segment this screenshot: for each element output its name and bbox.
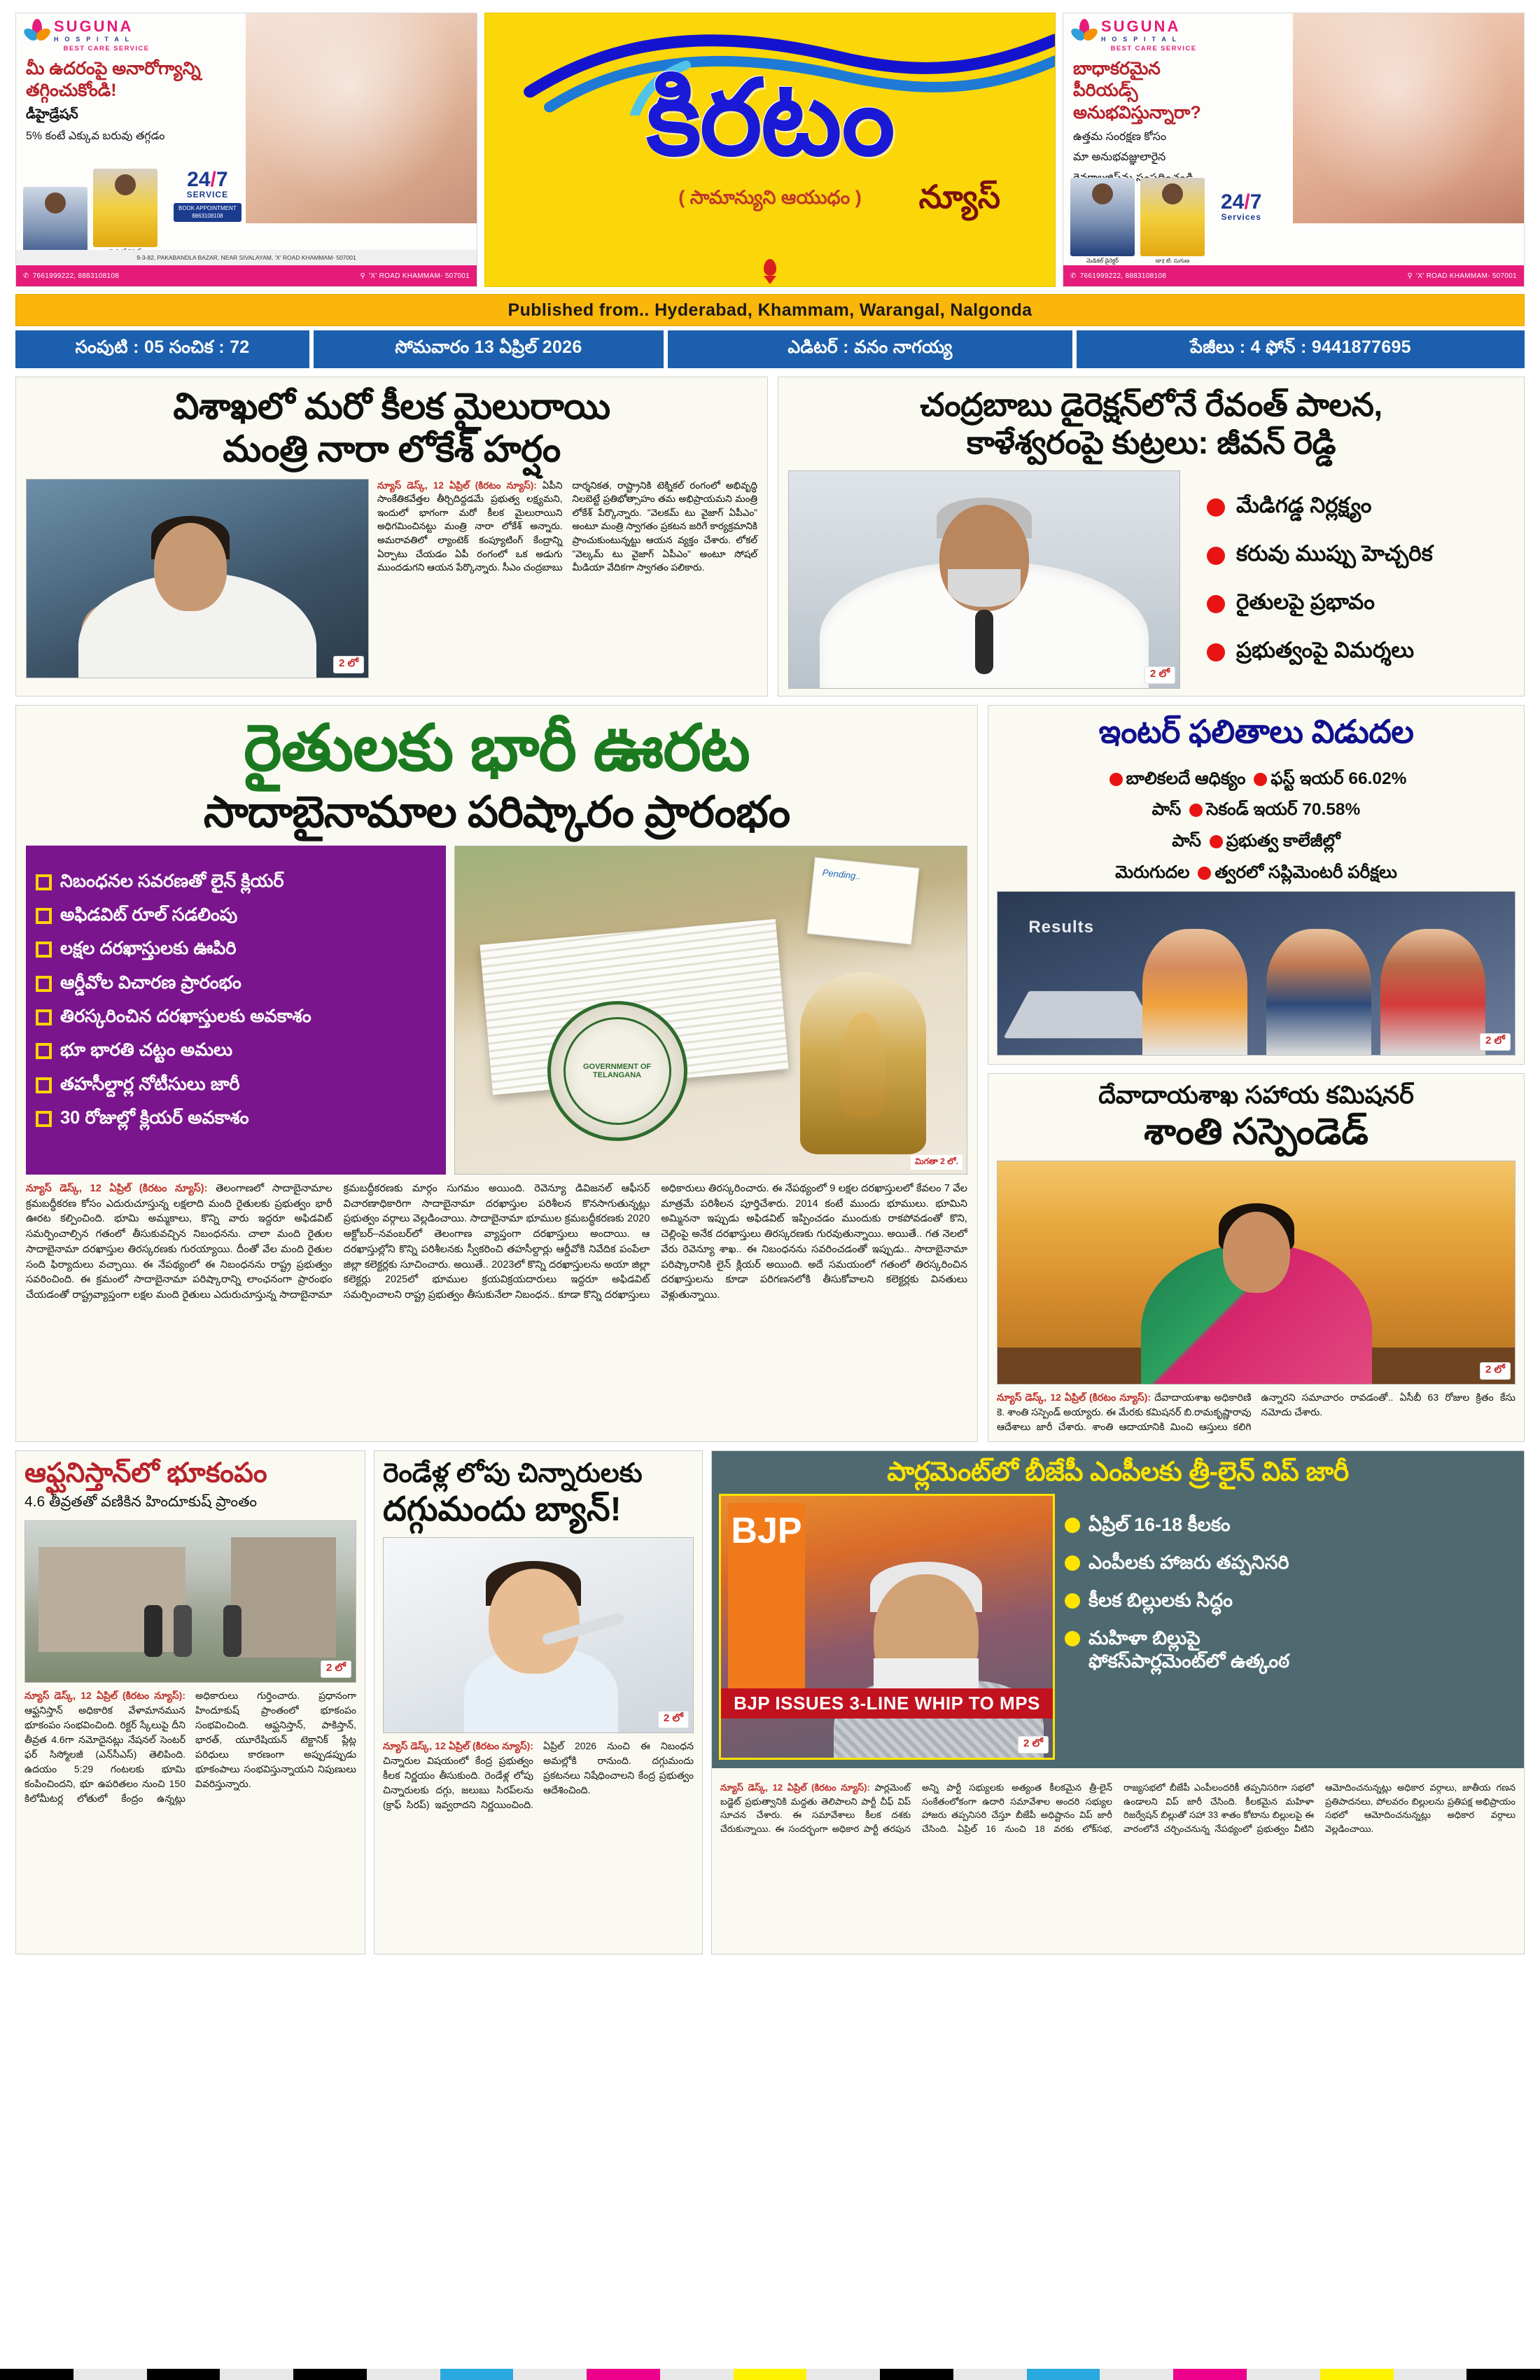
- ad-right-badge-slash: /: [1244, 190, 1250, 214]
- ad-left-photo: [246, 13, 477, 223]
- bullet-dot-icon: [1207, 547, 1225, 565]
- bullet-dot-icon: [1065, 1593, 1080, 1609]
- whip-body: పార్లమెంట్ బడ్జెట్ ప్రభుత్వానికి మద్దతు తెలిపాలని పార్టీ చీఫ్ విప్ సూచన చేశారు. ఈ సమావేశాలు కీలక దశకు చేరుకున్నాయి. ఈ సందర్భంగా అధికార పార్టీ తరపున అన్ని పార్టీ సభ్యులకు అత్యంత కీలకమైన త్రీ-లైన్ సంకేతంలోకంగా ఉదారి సమావేశాల అందరి సభ్యుల హాజరు తప్పనిసరి చేస్తూ బీజేపీ అధిష్టానం విప్ జారీ చేసింది. ఏప్రిల్ 16 నుంచి 18 వరకు లోక్‌సభ, రాజ్యసభలో బీజేపీ ఎంపీలందరికీ తప్పనిసరిగా సభలో ఉండాలని విప్ జారీ చేసింది. కీలకమైన మహిళా రిజర్వేషన్ బిల్లుతో సహా 33 శాతం కోటాను బిల్లులపై ఈ వారంలోనే చర్చించనున్న నేపథ్యంలో ప్రభుత్వం వీటిని ఆమోదించనున్నట్లు అధికార వర్గాలు, జాతీయ గణన ప్రతిపాదనలు, పోలవరం బిల్లులను ప్రతిపక్ష అభిప్రాయం సభలో ఆమోదించనున్నట్లు అధికార వర్గాలు వెల్లడించాయి.: [720, 1782, 1516, 1834]
- bhu-bharathi-emblem-icon: [800, 972, 926, 1154]
- devadaya-photo-tag: 2 లో: [1480, 1362, 1511, 1380]
- masthead-news-word: న్యూస్: [918, 178, 1000, 215]
- results-label: Results: [1028, 918, 1095, 937]
- bullet-dot-icon: [1110, 773, 1123, 786]
- ad-right-badge-label: Services: [1221, 212, 1261, 222]
- ad-right-line4: ఉత్తమ సంరక్షణ కోసం: [1073, 130, 1167, 143]
- suguna-logo-left: [26, 19, 187, 52]
- story-jeevan-photo: [788, 470, 1180, 689]
- pending-note: [807, 858, 920, 945]
- feature-bullet-label: తహసీల్దార్ల నోటీసులు జారీ: [60, 1074, 240, 1094]
- feature-bullet-label: భూ భారతి చట్టం అమలు: [60, 1040, 233, 1060]
- ad-right-loc: 'X' ROAD KHAMMAM- 507001: [1416, 272, 1517, 280]
- whip-photo: [719, 1494, 1055, 1760]
- ad-left-line4: 5% కంటే ఎక్కువ బరువు తగ్గడం: [26, 130, 165, 143]
- inter-photo-tag: 2 లో: [1480, 1033, 1511, 1051]
- ad-right-brand-sub: H O S P I T A L: [1101, 36, 1179, 43]
- location-pin-icon-right: ⚲: [1407, 272, 1413, 280]
- feature-bullet: [36, 973, 436, 993]
- ad-left-address: 9-3-82, PAKABANDLA BAZAR, NEAR SIVALAYAM, 'X' ROAD KHAMMAM- 507001: [16, 250, 477, 265]
- whip-body-text: [712, 1775, 1524, 1835]
- color-swatch: [220, 2369, 293, 2380]
- inter-line3-b: ప్రభుత్వ కాలేజీల్లో: [1226, 832, 1340, 851]
- ad-left-brand-sub: H O S P I T A L: [54, 36, 132, 43]
- ad-left-contact-bar: [16, 265, 477, 286]
- bjp-flag-icon: [728, 1503, 805, 1713]
- bullet-dot-icon: [1065, 1518, 1080, 1533]
- story-devadaya[interactable]: [988, 1073, 1525, 1442]
- whip-bullet: [1065, 1627, 1517, 1674]
- ad-right-brand: SUGUNA: [1101, 18, 1181, 35]
- whip-headline-bar: [712, 1451, 1524, 1494]
- cough-dateline: న్యూస్ డెస్క్, 12 ఏప్రిల్ (కిరటం న్యూస్):: [383, 1740, 533, 1751]
- bjp-flag-letters: BJP: [731, 1511, 802, 1552]
- quake-dateline: న్యూస్ డెస్క్, 12 ఏప్రిల్ (కిరటం న్యూస్):: [24, 1690, 186, 1702]
- seal-text: GOVERNMENT OF TELANGANA: [582, 1063, 652, 1080]
- bullet-dot-icon: [1198, 867, 1211, 880]
- cough-headline-2: దగ్గుమందు బ్యాన్!: [383, 1491, 622, 1529]
- whip-bullet-label: ఏప్రిల్ 16-18 కీలకం: [1088, 1514, 1231, 1536]
- bullet-label: కరువు ముప్పు హెచ్చరిక: [1236, 540, 1433, 566]
- ad-right-phones: 7661999222, 8883108108: [1079, 272, 1167, 280]
- ad-right-contact-bar: [1063, 265, 1524, 286]
- pending-note-text: Pending..: [822, 867, 862, 882]
- feature-body-2: ఎదురుచూస్తున్న సాదాబైనామా క్రమబద్ధీకరణకు మార్గం సుగమం అయింది. రెవెన్యూ డివిజనల్ ఆఫీసర్ విచారణాధికారిగా సాదాబైనామా దరఖాస్తుల పరిశీలన కొనసాగుతున్నట్లు ప్రభుత్వం వర్గాలు వెల్లడించాయి. సాదాబైనామా భూముల క్రమబద్ధీకరణకు 2020 అక్టోబర్–నవంబర్‌లో తెలంగాణ వ్యాప్తంగా దరఖాస్తులు అందాయి. ఆ దరఖాస్తుల్లోని కొన్ని పరిశీలనకు స్వీకరించి తహసీల్దార్లు ఆర్డీవోకి నివేదిక పంపేలా జిల్లా కలెక్టర్లకు సూచించారు. అయితే.. 2023లో కొన్ని దరఖాస్తులను అయా జిల్లా కలెక్టర్లు 2025లో భూముల క్రయవిక్రయదారులు ఇద్దరూ: [214, 1182, 650, 1301]
- issue-info-bar: [15, 330, 1525, 368]
- quake-photo-tag: 2 లో: [321, 1660, 351, 1678]
- ad-left-brand: SUGUNA: [54, 18, 134, 35]
- feature-body-text: [26, 1182, 967, 1303]
- whip-bullet-label: కీలక బిల్లులకు సిద్ధం: [1088, 1589, 1233, 1611]
- whip-bullet-label: ఎంపీలకు హాజరు తప్పనిసరి: [1088, 1552, 1289, 1574]
- quake-headline: ఆఫ్ఘనిస్తాన్‌లో భూకంపం: [24, 1457, 267, 1488]
- inter-line2-b: సెకండ్ ఇయర్ 70.58%: [1206, 800, 1361, 820]
- masthead-pin: [485, 259, 1055, 279]
- feature-bullet: [36, 1007, 436, 1027]
- color-swatch: [806, 2369, 880, 2380]
- feature-bullet-label: 30 రోజుల్లో క్లియర్ అవకాశం: [60, 1108, 249, 1128]
- bullet-dot-icon: [1189, 804, 1203, 817]
- story-quake[interactable]: [15, 1450, 365, 1954]
- ad-right-doc-role: మెడికల్ డైరెక్టర్: [1086, 258, 1119, 264]
- story-saadabainama[interactable]: [15, 705, 978, 1442]
- color-swatch: [1394, 2369, 1467, 2380]
- color-swatch: [147, 2369, 220, 2380]
- feature-photo: [454, 846, 967, 1175]
- bullet-item: [1207, 589, 1433, 620]
- ad-left-line2: తగ్గించుకోండి!: [26, 80, 117, 101]
- feature-bullet: [36, 1108, 436, 1128]
- checkbox-icon: [36, 908, 52, 924]
- whip-headline: పార్లమెంట్‌లో బీజేపీ ఎంపీలకు త్రీ-లైన్ విప్ జారీ: [887, 1457, 1349, 1487]
- cough-headline-1: రెండేళ్ల లోపు చిన్నారులకు: [383, 1458, 643, 1488]
- devadaya-headline-1: దేవాదాయశాఖ సహాయ కమిషనర్: [1098, 1081, 1414, 1109]
- story-whip[interactable]: [711, 1450, 1525, 1954]
- inter-line1-a: బాలికలదే ఆధిక్యం: [1126, 769, 1246, 788]
- checkbox-icon: [36, 874, 52, 890]
- color-swatch: [1466, 2369, 1540, 2380]
- story-inter-results[interactable]: [988, 705, 1525, 1065]
- feature-bullet: [36, 1074, 436, 1095]
- quake-subhead: 4.6 తీవ్రతతో వణికిన హిందూకుష్ ప్రాంతం: [24, 1494, 258, 1511]
- quake-photo: [24, 1520, 356, 1683]
- bullet-dot-icon: [1207, 643, 1225, 662]
- story-lokesh-headline-1: విశాఖలో మరో కీలక మైలురాయి: [173, 386, 610, 427]
- story-lokesh-headline-2: మంత్రి నారా లోకేశ్ హర్షం: [223, 429, 561, 470]
- location-pin-icon: ⚲: [360, 272, 366, 280]
- top-strip: [15, 13, 1525, 287]
- checkbox-icon: [36, 1077, 52, 1093]
- color-swatch: [1247, 2369, 1320, 2380]
- ad-right-doctors: [1070, 178, 1205, 265]
- feature-body-3: అఫిడవిట్ సమర్పించాలని రాష్ట్ర ప్రభుత్వం తీసుకునేలా నిబంధన.. కూడా కొన్ని దరఖాస్తులు అధికారులు తిరస్కరించారు. ఈ నేపథ్యంలో 9 లక్షల దరఖాస్తులలో కేవలం 7 వేల మాత్రమే పరిశీలన పూర్తిచేశారు. 2014 కంటే ముందు భూములు. భూమిని అమ్మిననా ఇప్పుడు అఫిడవిట్ ఇప్పించడం ముందుకు రాకపోవడంతో కొని, చెల్లింపై అనేక దరఖాస్తులు తిరస్కరణకు గురవుతున్నాయి. అయితే.. గత నెలలో వేరు రెవెన్యూ శాఖ.. ఈ నిబంధనను సవరించడంతో ఇప్పుడు.. సాదాబైనామా పరిష్కారానికి లైన్ క్లియర్ అయింది. అదే సమయంలో గతంలో తిరస్కరించిన దరఖాస్తులను కూడా పరిగణనలోకి తీసుకోవాలని కలెక్టర్లకు వినతులు వెళ్లుతున్నాయి.: [343, 1182, 967, 1301]
- ad-left-brand-tag: BEST CARE SERVICE: [63, 45, 150, 52]
- inter-line-4: [997, 862, 1516, 884]
- color-swatch: [587, 2369, 660, 2380]
- color-swatch: [0, 2369, 74, 2380]
- ad-right-24-7-badge: [1221, 192, 1261, 223]
- story-jeevan-headline-1: చంద్రబాబు డైరెక్షన్‌లోనే రేవంత్ పాలన,: [920, 386, 1382, 423]
- inter-line-3: [997, 830, 1516, 853]
- bottom-stories-row: [15, 1450, 1525, 1954]
- feature-bullet-label: తిరస్కరించిన దరఖాస్తులకు అవకాశం: [60, 1007, 312, 1027]
- quake-body-text: [24, 1688, 356, 1806]
- side-column: [988, 705, 1525, 1442]
- issue-date: సోమవారం 13 ఏప్రిల్ 2026: [314, 330, 664, 368]
- inter-line2-a: పాస్: [1152, 800, 1182, 820]
- story-lokesh-photo: [26, 479, 369, 678]
- checkbox-icon: [36, 976, 52, 992]
- advertisement-right[interactable]: [1063, 13, 1525, 287]
- ad-left-line1: మీ ఉదరంపై అనారోగ్యాన్ని: [26, 59, 201, 78]
- phone-icon-right: ✆: [1070, 272, 1077, 280]
- ad-right-brand-tag: BEST CARE SERVICE: [1110, 45, 1197, 52]
- feature-bullet-label: లక్షల దరఖాస్తులకు ఊపిరి: [60, 939, 237, 959]
- bullet-dot-icon: [1254, 773, 1267, 786]
- ad-right-line3: అనుభవిస్తున్నారా?: [1073, 102, 1201, 122]
- checkbox-icon: [36, 941, 52, 958]
- bullet-dot-icon: [1210, 835, 1223, 848]
- published-from-bar: Published from.. Hyderabad, Khammam, Warangal, Nalgonda: [15, 294, 1525, 326]
- checkbox-icon: [36, 1009, 52, 1026]
- inter-photo: [997, 891, 1516, 1056]
- issue-pages-phone: పేజీలు : 4 ఫోన్ : 9441877695: [1077, 330, 1525, 368]
- color-swatch: [880, 2369, 953, 2380]
- feature-headline-green: రైతులకు భారీ ఊరట: [244, 712, 750, 784]
- feature-bullet-label: నిబంధనల సవరణతో లైన్ క్లియర్: [60, 871, 284, 891]
- ad-left-phones: 7661999222, 8883108108: [32, 272, 120, 280]
- inter-line-1: [997, 768, 1516, 790]
- bullet-item: [1207, 493, 1433, 523]
- bullet-dot-icon: [1207, 595, 1225, 613]
- whip-bullet-label: మహిళా బిల్లుపై: [1088, 1627, 1200, 1648]
- whip-english-banner: BJP ISSUES 3-LINE WHIP TO MPS: [721, 1688, 1053, 1718]
- masthead-subtitle: ( సామాన్యుని ఆయుధం ): [678, 187, 862, 208]
- feature-bullet-box: [26, 846, 446, 1175]
- issue-volume: సంపుటి : 05 సంచిక : 72: [15, 330, 309, 368]
- phone-icon: ✆: [23, 272, 29, 280]
- ad-left-book-phone: 8863108108: [192, 212, 223, 219]
- whip-bullet-list: [1065, 1494, 1517, 1760]
- ad-left-book-label: BOOK APPOINTMENT: [178, 205, 237, 212]
- inter-line3-a: పాస్: [1172, 832, 1201, 851]
- feature-row: [15, 705, 1525, 1442]
- whip-dateline: న్యూస్ డెస్క్, 12 ఏప్రిల్ (కిరటం న్యూస్):: [720, 1782, 870, 1793]
- devadaya-headline-2: శాంతి సస్పెండెడ్: [1144, 1111, 1368, 1152]
- bullet-dot-icon: [1207, 498, 1225, 517]
- ad-right-line5: మా అనుభవజ్ఞులారైన: [1073, 151, 1166, 164]
- story-lokesh-photo-tag: 2 లో: [333, 656, 364, 673]
- feature-bullet-label: అఫిడవిట్ రూల్ సడలింపు: [60, 905, 238, 925]
- inter-line1-b: ఫస్ట్ ఇయర్ 66.02%: [1270, 769, 1407, 788]
- ad-left-book-button[interactable]: [174, 203, 241, 222]
- whip-bullet-label-2: ఫోకస్‌పార్లమెంట్‌లో ఉత్కంఠ: [1088, 1651, 1290, 1672]
- inter-line4-b: త్వరలో సప్లిమెంటరీ పరీక్షలు: [1214, 863, 1397, 883]
- checkbox-icon: [36, 1111, 52, 1127]
- checkbox-icon: [36, 1043, 52, 1059]
- bullet-dot-icon: [1065, 1631, 1080, 1646]
- devadaya-dateline: న్యూస్ డెస్క్, 12 ఏప్రిల్ (కిరటం న్యూస్):: [997, 1391, 1152, 1403]
- color-swatch: [1173, 2369, 1247, 2380]
- bullet-dot-icon: [1065, 1555, 1080, 1571]
- feature-photo-tag: మిగతా 2 లో.: [911, 1155, 962, 1170]
- inter-line-2: [997, 799, 1516, 821]
- feature-bullet: [36, 905, 436, 925]
- color-swatch: [660, 2369, 734, 2380]
- ad-left-copy: [26, 58, 236, 144]
- whip-bullet: [1065, 1551, 1517, 1575]
- suguna-petal-icon: [26, 19, 50, 43]
- feature-body-1: తెలంగాణలో సాదాబైనామాల క్రమబద్ధీకరణ కోసం ఎదురుచూస్తున్న లక్షలాది మంది రైతులకు ప్రభుత్వం భారీ ఊరట కల్పించింది. భూమి అమ్మకాలు, కొన్ని వారు ఇద్దరూ అఫిడవిట్ సమర్పించాల్సిన గతంలో తీసుకువచ్చిన నిబంధనను. చాలా మంది రైతుల సాదాబైనామా దరఖాస్తుల తిరస్కరణకు గురయ్యాయి. దీంతో వేల మంది రైతుల సంది ఫిర్యాదులు వచ్చాయి. ఈ నేపథ్యంలో ఈ నిబంధనను రాష్ట్ర ప్రభుత్వం సవరించింది. ఈ క్రమంలో సాదాబైనామా పరిష్కారాన్ని లాంఛనంగా ప్రారంభం చేయడంతో రాష్ట్రవ్యాప్తంగా లక్షల మంది రైతులు: [26, 1182, 332, 1301]
- ad-left-badge-slash: /: [210, 167, 216, 191]
- whip-photo-tag: 2 లో: [1018, 1736, 1049, 1754]
- story-jeevan[interactable]: [778, 377, 1525, 696]
- ad-right-line1: బాధాకరమైన: [1073, 59, 1161, 78]
- cough-photo: [383, 1537, 694, 1733]
- ad-left-badge-label: SERVICE: [186, 190, 229, 200]
- feature-bullet: [36, 1040, 436, 1060]
- ad-right-doc-name: డా॥ టి. సుగుణ: [1155, 258, 1190, 264]
- story-cough[interactable]: [374, 1450, 703, 1954]
- color-swatch: [513, 2369, 587, 2380]
- cough-photo-tag: 2 లో: [658, 1711, 689, 1728]
- cough-body: చిన్నారుల విషయంలో కేంద్ర ప్రభుత్వం కీలక నిర్ణయం తీసుకుంది. రెండేళ్ల లోపు చిన్నారులకు దగ్గు, జలుబు సిరప్‌లను (క్రాఫ్ సిరప్) ఇవ్వరాదని నిర్ణయించింది. ఏప్రిల్ 2026 నుంచి ఈ నిబంధన అమల్లోకి రానుంది. దగ్గుమందు ప్రకటనలు నిషేధించాలని కేంద్ర ప్రభుత్వం ఆదేశించింది.: [383, 1740, 694, 1810]
- color-swatch: [1320, 2369, 1394, 2380]
- ad-left-line3: డీహైడ్రేషన్: [26, 106, 78, 122]
- top-stories-row: [15, 377, 1525, 696]
- suguna-petal-icon-right: [1073, 19, 1097, 43]
- story-lokesh-dateline: న్యూస్ డెస్క్, 12 ఏప్రిల్ (కిరటం న్యూస్):: [377, 479, 537, 491]
- color-swatch: [74, 2369, 147, 2380]
- masthead: [484, 13, 1056, 287]
- feature-dateline: న్యూస్ డెస్క్, 12 ఏప్రిల్ (కిరటం న్యూస్):: [26, 1182, 208, 1194]
- bullet-label: మేడిగడ్డ నిర్లక్ష్యం: [1236, 492, 1372, 517]
- color-swatch: [367, 2369, 440, 2380]
- story-lokesh-body: ఏపీని సాంకేతికవేత్తల తీర్చిదిద్దడమే ప్రభుత్వ లక్ష్యమని, ఇందులో భాగంగా మరో కీలక మైలురాయిని అధిగమించినట్టు మంత్రి నారా లోకేశ్ అన్నారు. అమరావతిలో ల్యాంటెక్ కంప్యూటింగ్ కేంద్రాన్ని ఏర్పాటు చేయడం ఏపీ రంగంలో ఒక అడుగు ముందడుగని ఆయన పేర్కొన్నారు. సీఎం చంద్రబాబు దార్శనికత, రాష్ట్రానికి టెక్నికల్ రంగంలో అభివృద్ధి నిలబెట్టే ప్రతిభోత్సాహం తమ అభిప్రాయమని మంత్రి లోకేశ్ పేర్కొన్నారు. "వెలకమ్ టు వైజాగ్ ఏపీఎం" అంటూ మంత్రి స్వాగతం ప్రకటన జరిగే కార్యక్రమానికి ప్రాంచుకుంటున్నట్టు ఆయన వ్యక్తం చేశారు. లోకల్ "వెల్కమ్ టు వైజాగ్ ఏపీఎం" అంటూ సోషల్ మీడియా వేదికగా స్వాగతం పలికారు.: [377, 479, 757, 573]
- telangana-govt-seal-icon: [547, 1001, 687, 1141]
- color-swatch: [1100, 2369, 1173, 2380]
- devadaya-body: దేవాదాయశాఖ అధికారిణి కె. శాంతి సస్పెండ్ అయ్యారు. ఈ మేరకు కమిషనర్ బి.రామకృష్ణారావు ఆదేశాలు జారీ చేశారు. శాంతి ఆదాయానికి మించి ఆస్తులు కలిగి ఉన్నారని సమాచారం రావడంతో.. ఏసీబీ 63 రోజుల క్రితం కేసు నమోదు చేశారు.: [997, 1391, 1516, 1432]
- color-swatch: [293, 2369, 367, 2380]
- ad-right-line2: పీరియడ్స్: [1073, 80, 1138, 101]
- color-swatch: [440, 2369, 514, 2380]
- feature-bullet: [36, 872, 436, 892]
- ad-right-copy: [1073, 58, 1283, 186]
- color-swatch: [1027, 2369, 1100, 2380]
- ad-left-24-7-badge: [174, 167, 241, 222]
- feature-bullet: [36, 939, 436, 959]
- ad-left-badge-num: 24: [187, 167, 211, 191]
- cough-body-text: [383, 1739, 694, 1812]
- whip-bullet: [1065, 1513, 1517, 1537]
- bullet-label: ప్రభుత్వంపై విమర్శలు: [1236, 637, 1415, 662]
- feature-headline-black: సాదాబైనామాల పరిష్కారం ప్రారంభం: [203, 788, 790, 836]
- quake-body: ఆఫ్ఘనిస్తాన్ అధికారిక వేళామానమున భూకంపం సంభవించింది. రిక్టర్ స్కేలుపై దీని తీవ్రత 4.6గా నమోదైనట్లు నేషనల్ సెంటర్ ఫర్ సిస్మోలజీ (ఎన్‌సీఎస్) తెలిపింది. ఉదయం 5:29 గంటలకు భూమి కంపించిందని, భూ ఉపరితలం నుంచి 150 కిలోమీటర్ల లోతులో కేంద్రం ఉన్నట్లు అధికారులు గుర్తించారు. ప్రధానంగా హిందూకుష్ ప్రాంతంలో భూకంపం సంభవించింది. ఆఫ్ఘనిస్తాన్, పాకిస్తాన్, భారత్, యూరేషియన్ టెక్టానిక్ ప్లేట్ల పరిధులు కారణంగా అప్పుడప్పుడు భూకంపాలు సంభవిస్తున్నాయని నిపుణులు వివరిస్తున్నారు.: [24, 1690, 356, 1805]
- advertisement-left[interactable]: [15, 13, 477, 287]
- inter-line4-a: మెరుగుదల: [1115, 863, 1190, 883]
- story-jeevan-headline-2: కాళేశ్వరంపై కుట్రలు: జీవన్ రెడ్డి: [966, 424, 1336, 461]
- ad-right-photo: [1293, 13, 1524, 223]
- issue-editor: ఎడిటర్ : వనం నాగయ్య: [668, 330, 1072, 368]
- color-swatch: [953, 2369, 1027, 2380]
- story-lokesh[interactable]: [15, 377, 768, 696]
- bullet-item: [1207, 638, 1433, 668]
- masthead-title: కిరటం: [646, 59, 894, 176]
- whip-body-block: [712, 1494, 1524, 1768]
- whip-bullet: [1065, 1589, 1517, 1613]
- devadaya-body-text: [997, 1390, 1516, 1434]
- ad-right-badge-7: 7: [1250, 190, 1262, 214]
- ad-left-loc: 'X' ROAD KHAMMAM- 507001: [369, 272, 470, 280]
- bullet-label: రైతులపై ప్రభావం: [1236, 589, 1375, 614]
- devadaya-photo: [997, 1161, 1516, 1385]
- story-jeevan-photo-tag: 2 లో: [1144, 666, 1175, 684]
- ad-left-badge-7: 7: [216, 167, 228, 191]
- inter-headline: ఇంటర్ ఫలితాలు విడుదల: [1098, 713, 1414, 750]
- feature-bullet-label: ఆర్డీవోల విచారణ ప్రారంభం: [60, 972, 241, 993]
- story-jeevan-bullets: [1190, 470, 1436, 689]
- print-registration-color-strip: [0, 2369, 1540, 2380]
- ad-right-badge-num: 24: [1221, 190, 1245, 214]
- color-swatch: [734, 2369, 807, 2380]
- bullet-item: [1207, 541, 1433, 571]
- suguna-logo-right: [1073, 19, 1234, 52]
